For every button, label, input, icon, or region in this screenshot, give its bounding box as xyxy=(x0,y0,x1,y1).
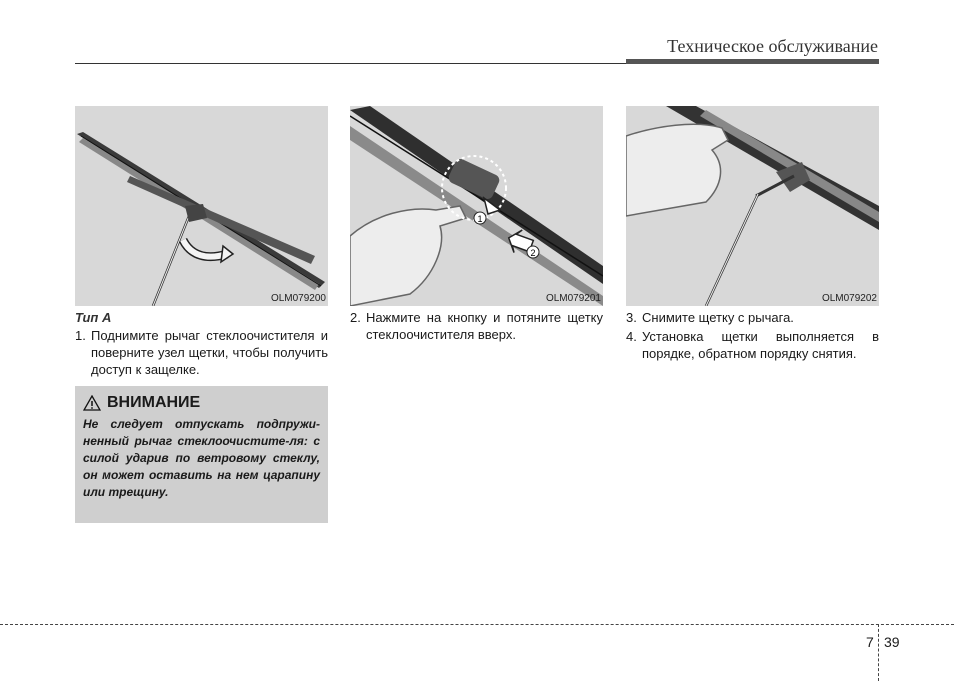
step-text: Снимите щетку с рычага. xyxy=(642,310,794,325)
step-number: 1. xyxy=(75,328,86,343)
warning-box xyxy=(75,386,328,523)
step-1 xyxy=(75,327,328,378)
step-2 xyxy=(350,309,603,343)
step-number: 4. xyxy=(626,329,637,344)
step-text: Нажмите на кнопку и потяните щетку стеклоочистителя вверх. xyxy=(366,310,603,342)
step-text: Поднимите рычаг стеклоочистителя и поверните узел щетки, чтобы получить доступ к защелке. xyxy=(91,328,328,377)
figure-wiper-type-a xyxy=(75,106,328,306)
callout-1: 1 xyxy=(477,214,483,224)
step-text: Установка щетки выполняется в порядке, обратном порядку снятия. xyxy=(642,329,879,361)
header-accent-bar xyxy=(626,59,879,64)
instruction-column-1 xyxy=(75,309,328,380)
figure-wiper-remove xyxy=(626,106,879,306)
page-number: 39 xyxy=(884,634,900,650)
step-number: 2. xyxy=(350,310,361,325)
page-header-title: Техническое обслуживание xyxy=(667,36,878,56)
figure-code: OLM079201 xyxy=(545,293,601,304)
instruction-column-3 xyxy=(626,309,879,364)
figure-code: OLM079200 xyxy=(270,293,326,304)
wiper-remove-illustration xyxy=(626,106,879,306)
footer-dashed-rule xyxy=(0,624,954,625)
section-number: 7 xyxy=(866,634,874,650)
instruction-column-2 xyxy=(350,309,603,345)
step-4 xyxy=(626,328,879,362)
figure-code: OLM079202 xyxy=(821,293,877,304)
warning-header xyxy=(83,394,320,412)
callout-2: 2 xyxy=(530,248,536,258)
warning-title: ВНИМАНИЕ xyxy=(107,394,201,411)
wiper-lift-illustration xyxy=(75,106,328,306)
warning-triangle-icon xyxy=(83,395,101,411)
footer-dashed-divider xyxy=(878,624,879,681)
wiper-release-illustration xyxy=(350,106,603,306)
step-3 xyxy=(626,309,879,326)
figure-wiper-release xyxy=(350,106,603,306)
type-label: Тип А xyxy=(75,310,112,325)
step-number: 3. xyxy=(626,310,637,325)
warning-text: Не следует отпускать подпружи-ненный рычаг стеклоочистите-ля: с силой ударив по ветровому стеклу, он может оставить на нем царапину или трещину. xyxy=(83,417,320,499)
